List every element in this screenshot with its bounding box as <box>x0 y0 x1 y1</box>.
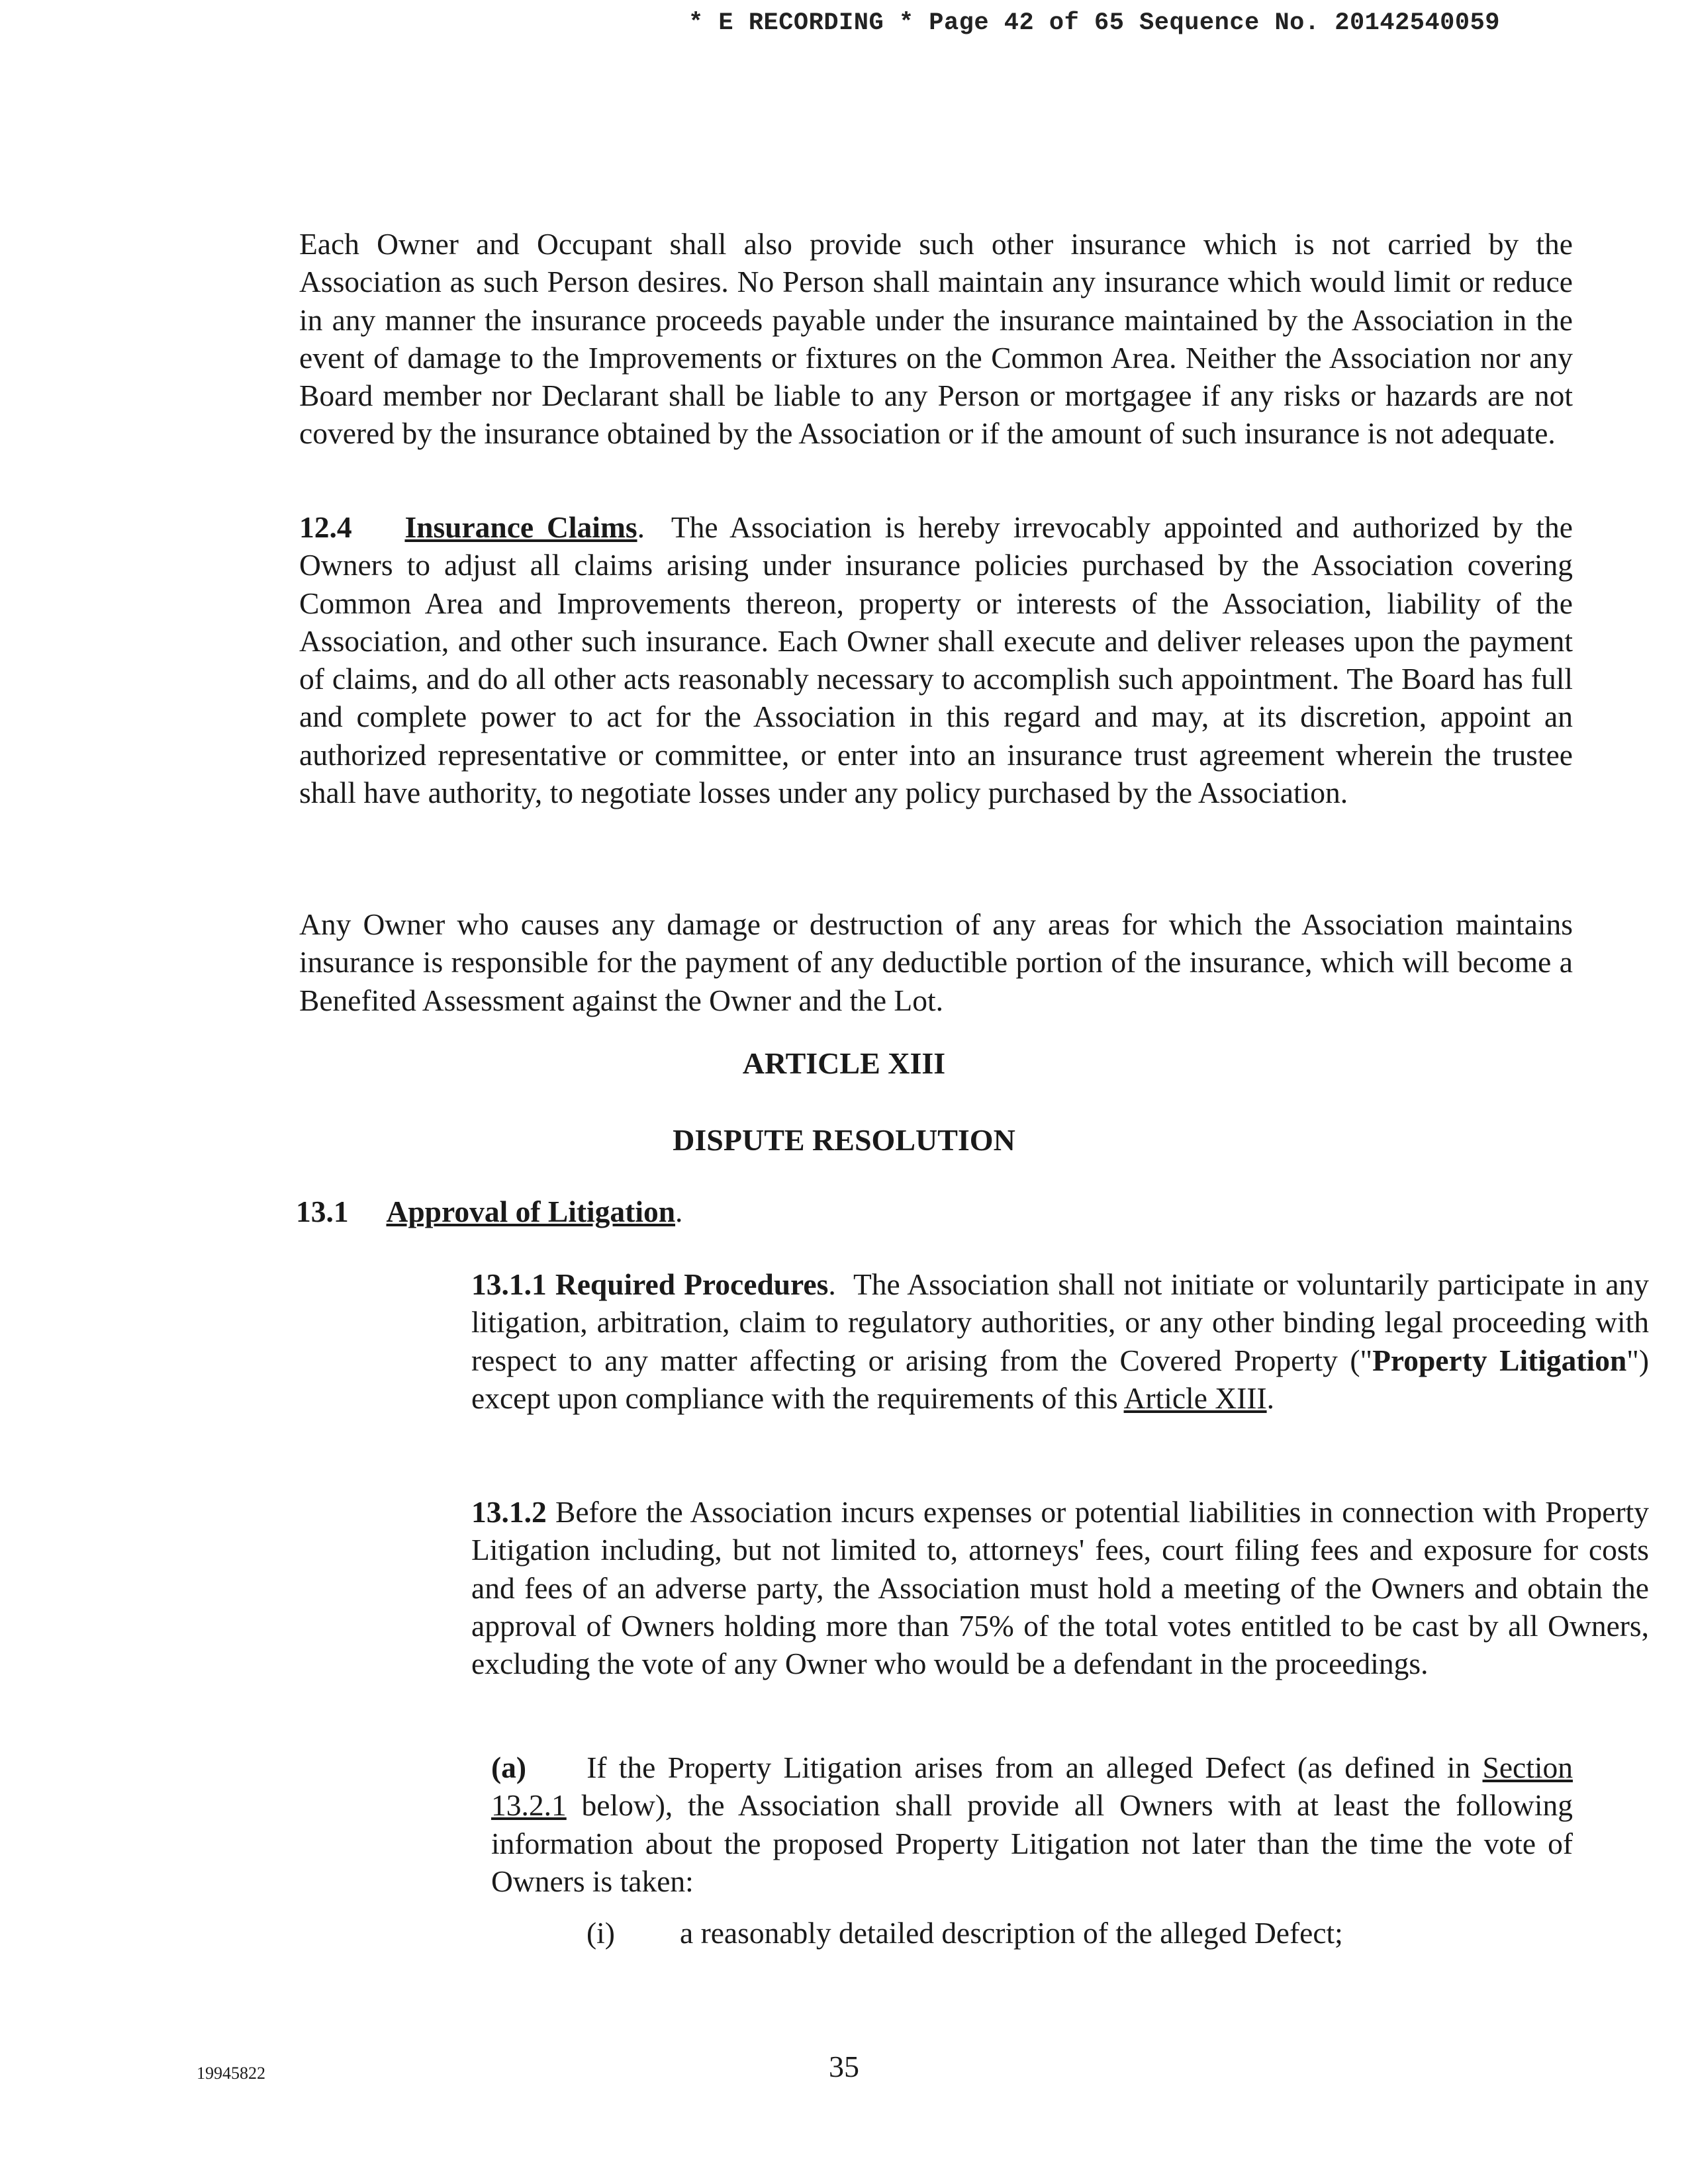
cross-reference: Section 13.2.1 <box>491 1751 1573 1823</box>
section-13-1-2 <box>296 1493 1649 1682</box>
document-id: 19945822 <box>197 2064 265 2083</box>
subsection-heading: 13.1.1 Required Procedures <box>471 1267 829 1301</box>
subparagraph-text: below), the Association shall provide all Owners with at least the following information about the proposed Property Litigation not later than the time the vote of Owners is taken: <box>491 1788 1573 1898</box>
section-13-1-heading: 13.1 Approval of Litigation. <box>296 1195 683 1228</box>
paragraph-deductible: Any Owner who causes any damage or destruction of any areas for which the Association maintains insurance is responsible for the payment of any deductible portion of the insurance, which will become a Benefited Assessment against the Owner and the Lot. <box>299 907 1573 1017</box>
recording-header: * E RECORDING * Page 42 of 65 Sequence No. 20142540059 <box>688 9 1500 37</box>
section-title: Approval of Litigation <box>386 1195 676 1228</box>
item-i-text: a reasonably detailed description of the alleged Defect; <box>680 1916 1343 1950</box>
subsection-text: The Association shall not initiate or voluntarily participate in any litigation, arbitration, claim to regulatory authorities, or any other binding legal proceeding with respect to any matter affecting or arising from the Covered Property (" <box>471 1267 1650 1377</box>
section-13-1-1: 13.1.1 Required Procedures. The Association shall not initiate or voluntarily participate in any litigation, arbitration, claim to regulatory authorities, or any other binding legal proceeding with respect to any matter affecting or arising from the Covered Property ("Property Litigation") except upon compliance with the requirements of this Article XIII. <box>471 1267 1650 1415</box>
section-number: 13.1 <box>296 1195 349 1228</box>
cross-reference: Article XIII <box>1123 1381 1267 1415</box>
article-number: ARTICLE XIII <box>742 1046 946 1080</box>
section-text: The Association is hereby irrevocably appointed and authorized by the Owners to adjust all claims arising under insurance policies purchased by the Association covering Common Area and Improvements thereon, property or interests of the Association, liability of the Association, and other such insurance. Each Owner shall execute and deliver releases upon the payment of claims, and do all other acts reasonably necessary to accomplish such appointment. The Board has full and complete power to act for the Association in this regard and may, at its discretion, appoint an authorized representative or committee, or enter into an insurance trust agreement wherein the trustee shall have authority, to negotiate losses under any policy purchased by the Association. <box>299 510 1573 810</box>
subparagraph-a <box>392 1749 1573 1900</box>
subparagraph-label: (a) <box>491 1751 527 1784</box>
item-i-label: (i) <box>586 1916 615 1950</box>
article-title: DISPUTE RESOLUTION <box>673 1123 1015 1157</box>
subparagraph-text: If the Property Litigation arises from an alleged Defect (as defined in <box>586 1751 1483 1784</box>
defined-term: Property Litigation <box>1372 1343 1627 1377</box>
subsection-text: . <box>1266 1381 1274 1415</box>
paragraph-other-insurance: Each Owner and Occupant shall also provide such other insurance which is not carried by the Association as such Person desires. No Person shall maintain any insurance which would limit or reduce in any manner the insurance proceeds payable under the insurance maintained by the Association in the event of damage to the Improvements or fixtures on the Common Area. Neither the Association nor any Board member nor Declarant shall be liable to any Person or mortgagee if any risks or hazards are not covered by the insurance obtained by the Association or if the amount of such insurance is not adequate. <box>299 227 1573 451</box>
section-title: Insurance Claims <box>404 510 637 544</box>
subsection-text: ") except upon compliance with the requirements of this <box>471 1343 1649 1415</box>
page-number: 35 <box>829 2050 859 2083</box>
section-12-4: 12.4 Insurance Claims. The Association is hereby irrevocably appointed and authorized by the Owners to adjust all claims arising under insurance policies purchased by the Association covering Common Area and Improvements thereon, property or interests of the Association, liability of the Association, and other such insurance. Each Owner shall execute and deliver releases upon the payment of claims, and do all other acts reasonably necessary to accomplish such appointment. The Board has full and complete power to act for the Association in this regard and may, at its discretion, appoint an authorized representative or committee, or enter into an insurance trust agreement wherein the trustee shall have authority, to negotiate losses under any policy purchased by the Association. <box>299 510 1573 810</box>
subsection-number: 13.1.2 <box>471 1495 547 1529</box>
subsection-text: Before the Association incurs expenses or potential liabilities in connection with Property Litigation including, but not limited to, attorneys' fees, court filing fees and exposure for costs and fees of an adverse party, the Association must hold a meeting of the Owners and obtain the approval of Owners holding more than 75% of the total votes entitled to be cast by all Owners, excluding the vote of any Owner who would be a defendant in the proceedings. <box>471 1495 1649 1681</box>
section-number: 12.4 <box>299 510 352 544</box>
